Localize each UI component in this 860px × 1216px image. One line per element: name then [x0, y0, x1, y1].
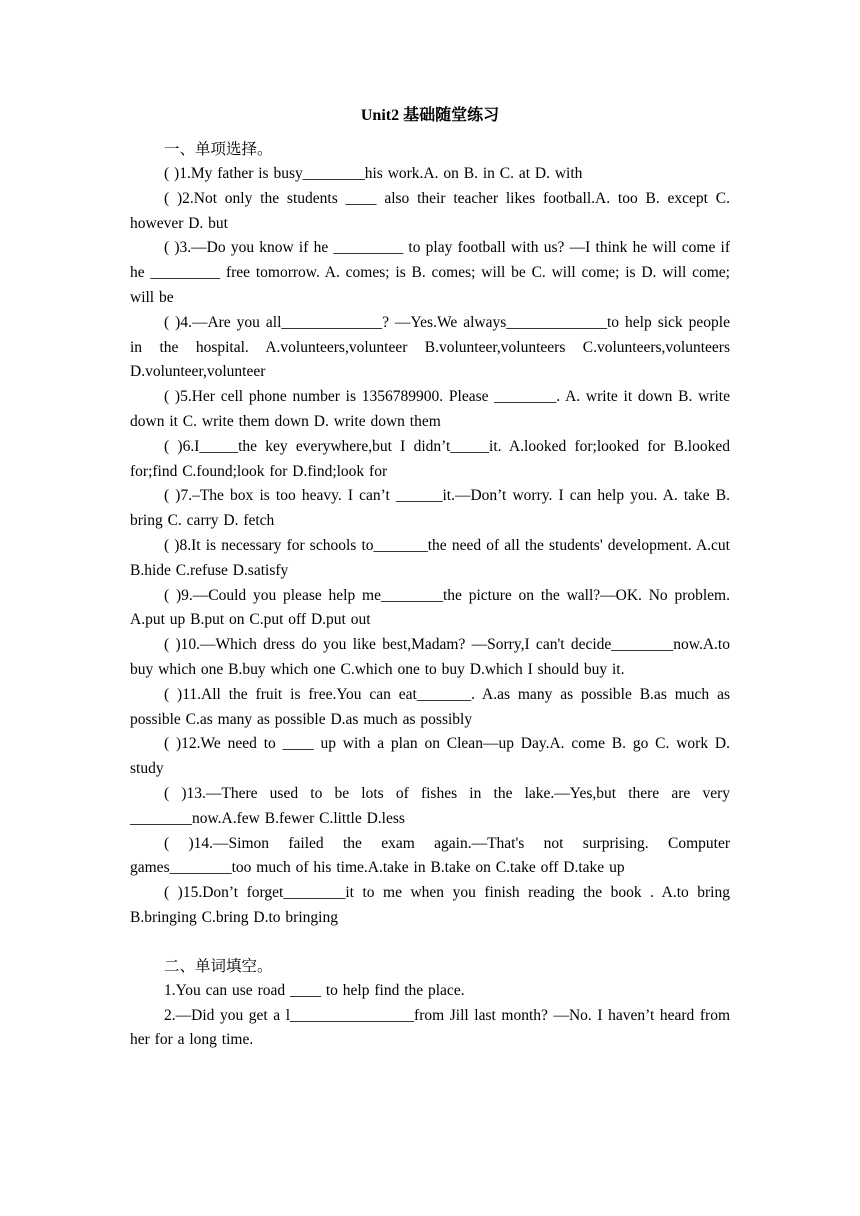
- question-5: ( )5.Her cell phone number is 1356789900. Please ________. A. write it down B. write down it C. write them down D. write down them: [130, 388, 730, 430]
- question-8: ( )8.It is necessary for schools to_______the need of all the students' development. A.cut B.hide C.refuse D.satisfy: [130, 536, 730, 579]
- question-1: ( )1.My father is busy________his work.A. on B. in C. at D. with: [164, 165, 583, 182]
- question-13: ( )13.—There used to be lots of fishes in the lake.—Yes,but there are very ________now.A.few B.fewer C.little D.less: [130, 784, 730, 827]
- question-3: ( )3.—Do you know if he _________ to play football with us? —I think he will come if he _________ free tomorrow. A. comes; is B. comes; will be C. will come; is D. will come; will be: [130, 239, 730, 306]
- worksheet-content: [130, 104, 730, 1053]
- question-4: ( )4.—Are you all_____________? —Yes.We always_____________to help sick people in the hospital. A.volunteers,volunteer B.volunteer,volunteers C.volunteers,volunteers D.volunteer,volunteer: [130, 313, 730, 381]
- question-15: ( )15.Don’t forget________it to me when you finish reading the book . A.to bring B.bringing C.bring D.to bringing: [130, 884, 730, 926]
- question-2: ( )2.Not only the students ____ also their teacher likes football.A. too B. except C. however D. but: [130, 189, 730, 232]
- section-heading-multiple-choice: 一、单项选择。: [164, 141, 273, 158]
- question-14: ( )14.—Simon failed the exam again.—That's not surprising. Computer games________too much of his time.A.take in B.take on C.take off D.take up: [130, 834, 730, 877]
- section-heading-word-fill: 二、单词填空。: [164, 957, 273, 975]
- word-fill-list: [130, 979, 730, 1053]
- fill-item-2: 2.—Did you get a l________________from Jill last month? —No. I haven’t heard from her for a long time.: [130, 1006, 730, 1049]
- page-title: Unit2 基础随堂练习: [360, 107, 500, 124]
- multiple-choice-list: [130, 162, 730, 931]
- question-6: ( )6.I_____the key everywhere,but I didn’t_____it. A.looked for;looked for B.looked for;find C.found;look for D.find;look for: [130, 437, 730, 480]
- question-7: ( )7.–The box is too heavy. I can’t ______it.—Don’t worry. I can help you. A. take B. bring C. carry D. fetch: [130, 487, 730, 530]
- question-12: ( )12.We need to ____ up with a plan on Clean—up Day.A. come B. go C. work D. study: [130, 735, 730, 778]
- question-9: ( )9.—Could you please help me________the picture on the wall?—OK. No problem. A.put up B.put on C.put off D.put out: [130, 586, 730, 629]
- fill-item-1: 1.You can use road ____ to help find the place.: [164, 981, 465, 999]
- question-11: ( )11.All the fruit is free.You can eat_______. A.as many as possible B.as much as possible C.as many as possible D.as much as possibly: [130, 685, 730, 728]
- question-10: ( )10.—Which dress do you like best,Madam? —Sorry,I can't decide________now.A.to buy which one B.buy which one C.which one to buy D.which I should buy it.: [130, 636, 730, 678]
